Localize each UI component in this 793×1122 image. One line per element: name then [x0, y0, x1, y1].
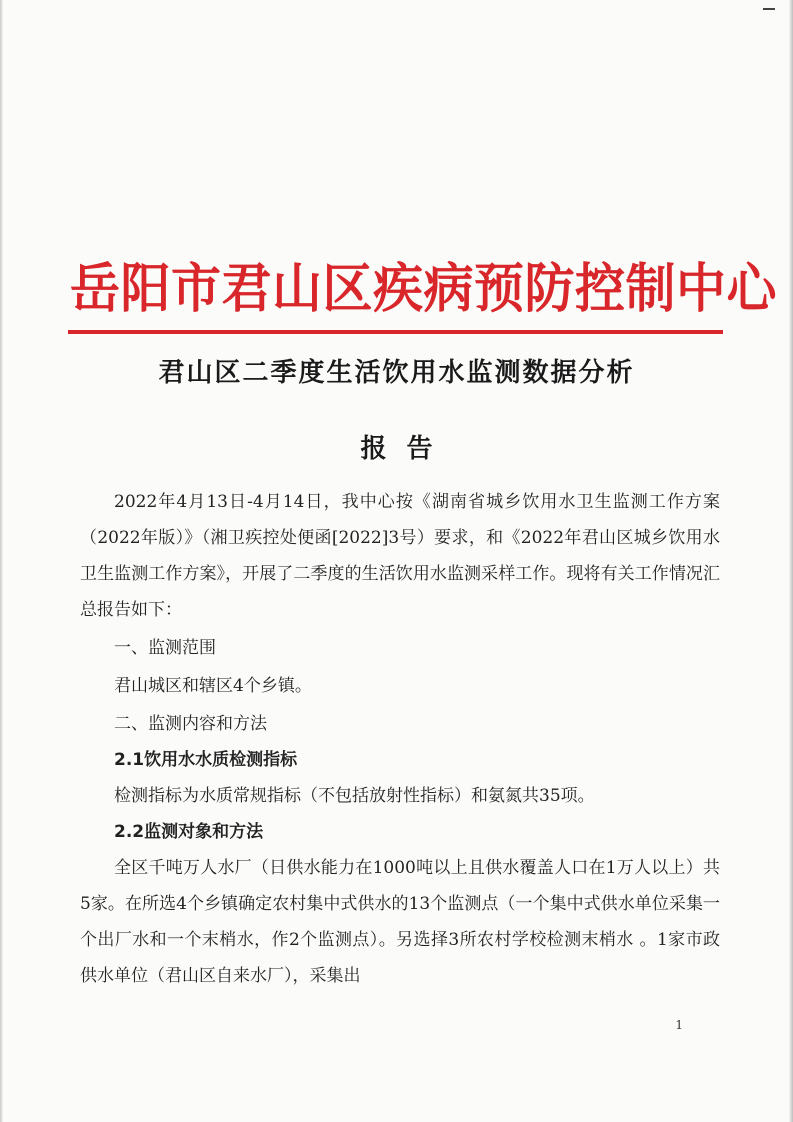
section2-1-heading-block	[80, 742, 720, 778]
section2-2-text-block	[80, 850, 720, 994]
section-heading: 二、监测内容和方法	[114, 714, 267, 734]
document-title: 君山区二季度生活饮用水监测数据分析	[158, 358, 635, 388]
section-heading: 一、监测范围	[114, 638, 216, 658]
section2-2-heading-block	[80, 814, 720, 850]
section2-1-text-block	[80, 778, 720, 814]
scan-edge-right	[789, 0, 793, 1122]
section-paragraph: 全区千吨万人水厂（日供水能力在1000吨以上且供水覆盖人口在1万人以上）共5家。在所选4个乡镇确定农村集中式供水的13个监测点（一个集中式供水单位采集一个出厂水和一个末梢水，作2个监测点）。另选择3所农村学校检测末梢水 。1家市政供水单位（君山区自来水厂），采集出	[80, 858, 720, 986]
scan-corner-mark	[763, 8, 775, 10]
section1-heading-block	[80, 630, 720, 666]
scan-edge-left	[0, 0, 3, 1122]
subsection-heading: 2.2监测对象和方法	[114, 822, 264, 842]
letterhead-red-rule	[68, 330, 723, 334]
page-number: 1	[675, 1018, 683, 1032]
section1-text-block	[80, 668, 720, 704]
intro-paragraph: 2022年4月13日-4月14日，我中心按《湖南省城乡饮用水卫生监测工作方案（2022年版）》（湘卫疾控处便函[2022]3号）要求，和《2022年君山区城乡饮用水卫生监测工作方案》，开展了二季度的生活饮用水监测采样工作。现将有关工作情况汇总报告如下：	[80, 492, 720, 620]
subsection-heading: 2.1饮用水水质检测指标	[114, 750, 298, 770]
section2-heading-block	[80, 706, 720, 742]
document-title-subline: 报告	[360, 434, 453, 464]
section-paragraph: 君山城区和辖区4个乡镇。	[114, 676, 312, 696]
organization-letterhead: 岳阳市君山区疾病预防控制中心	[70, 257, 777, 320]
section-paragraph: 检测指标为水质常规指标（不包括放射性指标）和氨氮共35项。	[114, 786, 595, 806]
intro-block	[80, 484, 720, 628]
